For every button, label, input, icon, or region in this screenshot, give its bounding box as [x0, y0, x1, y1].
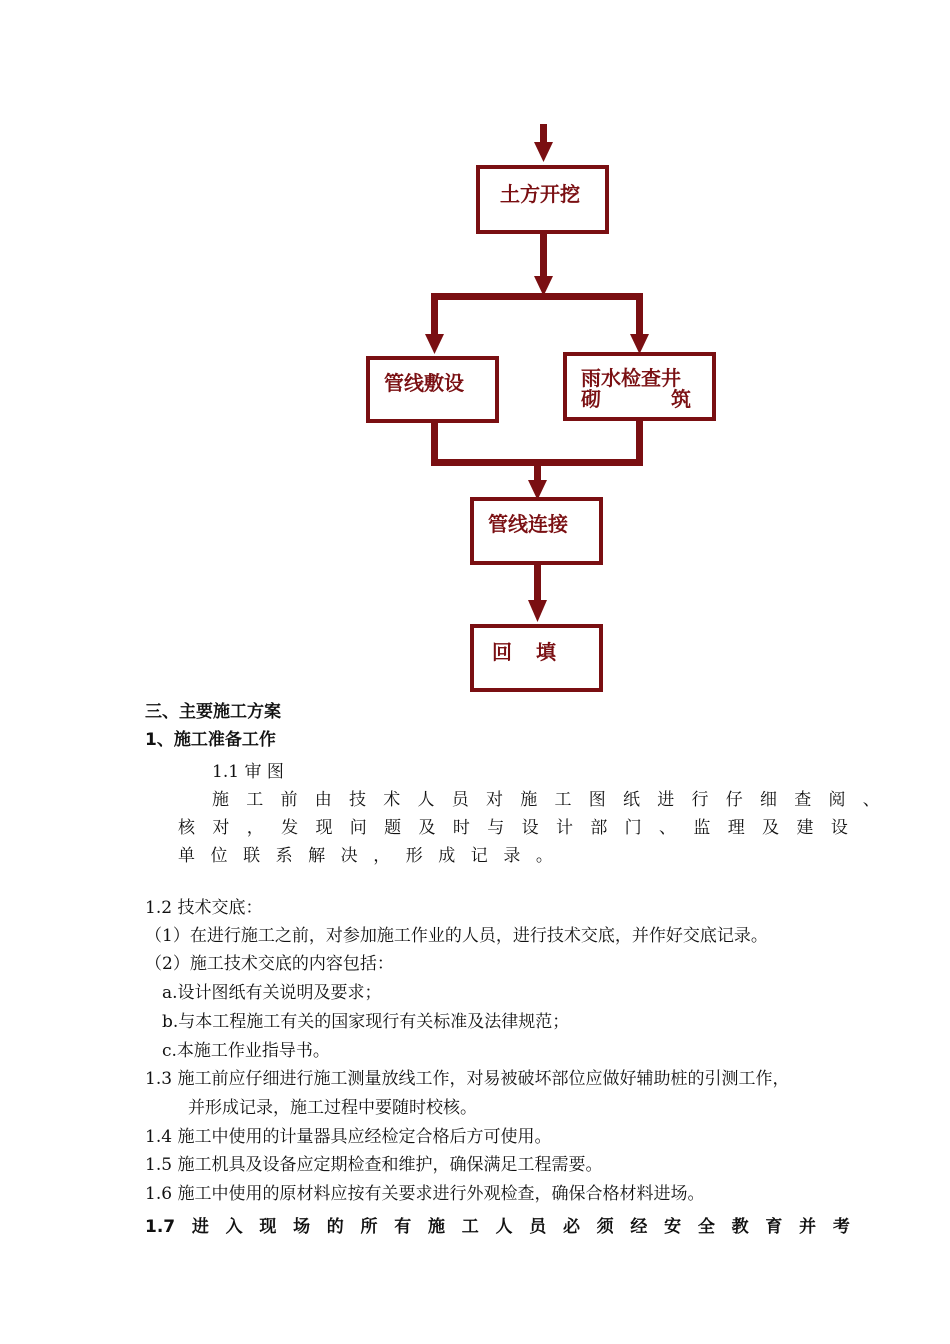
para-1-2-item-a: a.设计图纸有关说明及要求；	[162, 983, 382, 1003]
para-1-1-line3: 单 位 联 系 解 决 ， 形 成 记 录 。	[178, 846, 553, 866]
flow-box-manhole-label-line1: 雨水检查井	[581, 366, 681, 390]
para-1-4: 1.4 施工中使用的计量器具应经检定合格后方可使用。	[145, 1127, 552, 1147]
flow-box-manhole-label-line2a: 砌	[581, 387, 601, 411]
flow-box-manhole-label-line2b: 筑	[671, 387, 691, 411]
para-1-2-item2: （2）施工技术交底的内容包括：	[145, 954, 394, 974]
flow-box-pipe-laying-label: 管线敷设	[384, 371, 464, 395]
flow-box-backfill-label-b: 填	[536, 640, 556, 664]
para-1-6: 1.6 施工中使用的原材料应按有关要求进行外观检查，确保合格材料进场。	[145, 1184, 705, 1204]
flow-box-pipe-connection	[470, 497, 603, 565]
flow-box-manhole	[563, 352, 716, 421]
section-title: 三、主要施工方案	[145, 702, 281, 722]
para-1-3-line2: 并形成记录，施工过程中要随时校核。	[188, 1098, 477, 1118]
para-1-7: 1.7 进 入 现 场 的 所 有 施 工 人 员 必 须 经 安 全 教 育 并 考	[145, 1217, 850, 1237]
flow-box-pipe-laying	[366, 356, 499, 423]
para-1-2-item-b: b.与本工程施工有关的国家现行有关标准及法律规范；	[162, 1012, 570, 1032]
flow-box-excavation	[476, 165, 609, 234]
flow-box-backfill-label-a: 回	[492, 640, 512, 664]
para-1-1-line2: 核 对 ， 发 现 问 题 及 时 与 设 计 部 门 、 监 理 及 建 设	[178, 818, 848, 838]
para-1-1-line1: 施 工 前 由 技 术 人 员 对 施 工 图 纸 进 行 仔 细 查 阅 、	[212, 790, 880, 810]
flow-box-backfill	[470, 624, 603, 692]
para-1-2-heading: 1.2 技术交底：	[145, 898, 263, 918]
para-1-2-item1: （1）在进行施工之前，对参加施工作业的人员，进行技术交底，并作好交底记录。	[145, 926, 768, 946]
para-1-1-heading: 1.1 审 图	[212, 762, 284, 782]
para-1-3-line1: 1.3 施工前应仔细进行施工测量放线工作，对易被破坏部位应做好辅助桩的引测工作，	[145, 1069, 790, 1089]
flow-box-pipe-connection-label: 管线连接	[488, 512, 568, 536]
flow-box-excavation-label: 土方开挖	[500, 182, 580, 206]
subsection-title: 1、施工准备工作	[145, 730, 276, 750]
para-1-2-item-c: c.本施工作业指导书。	[162, 1041, 330, 1061]
para-1-5: 1.5 施工机具及设备应定期检查和维护，确保满足工程需要。	[145, 1155, 603, 1175]
